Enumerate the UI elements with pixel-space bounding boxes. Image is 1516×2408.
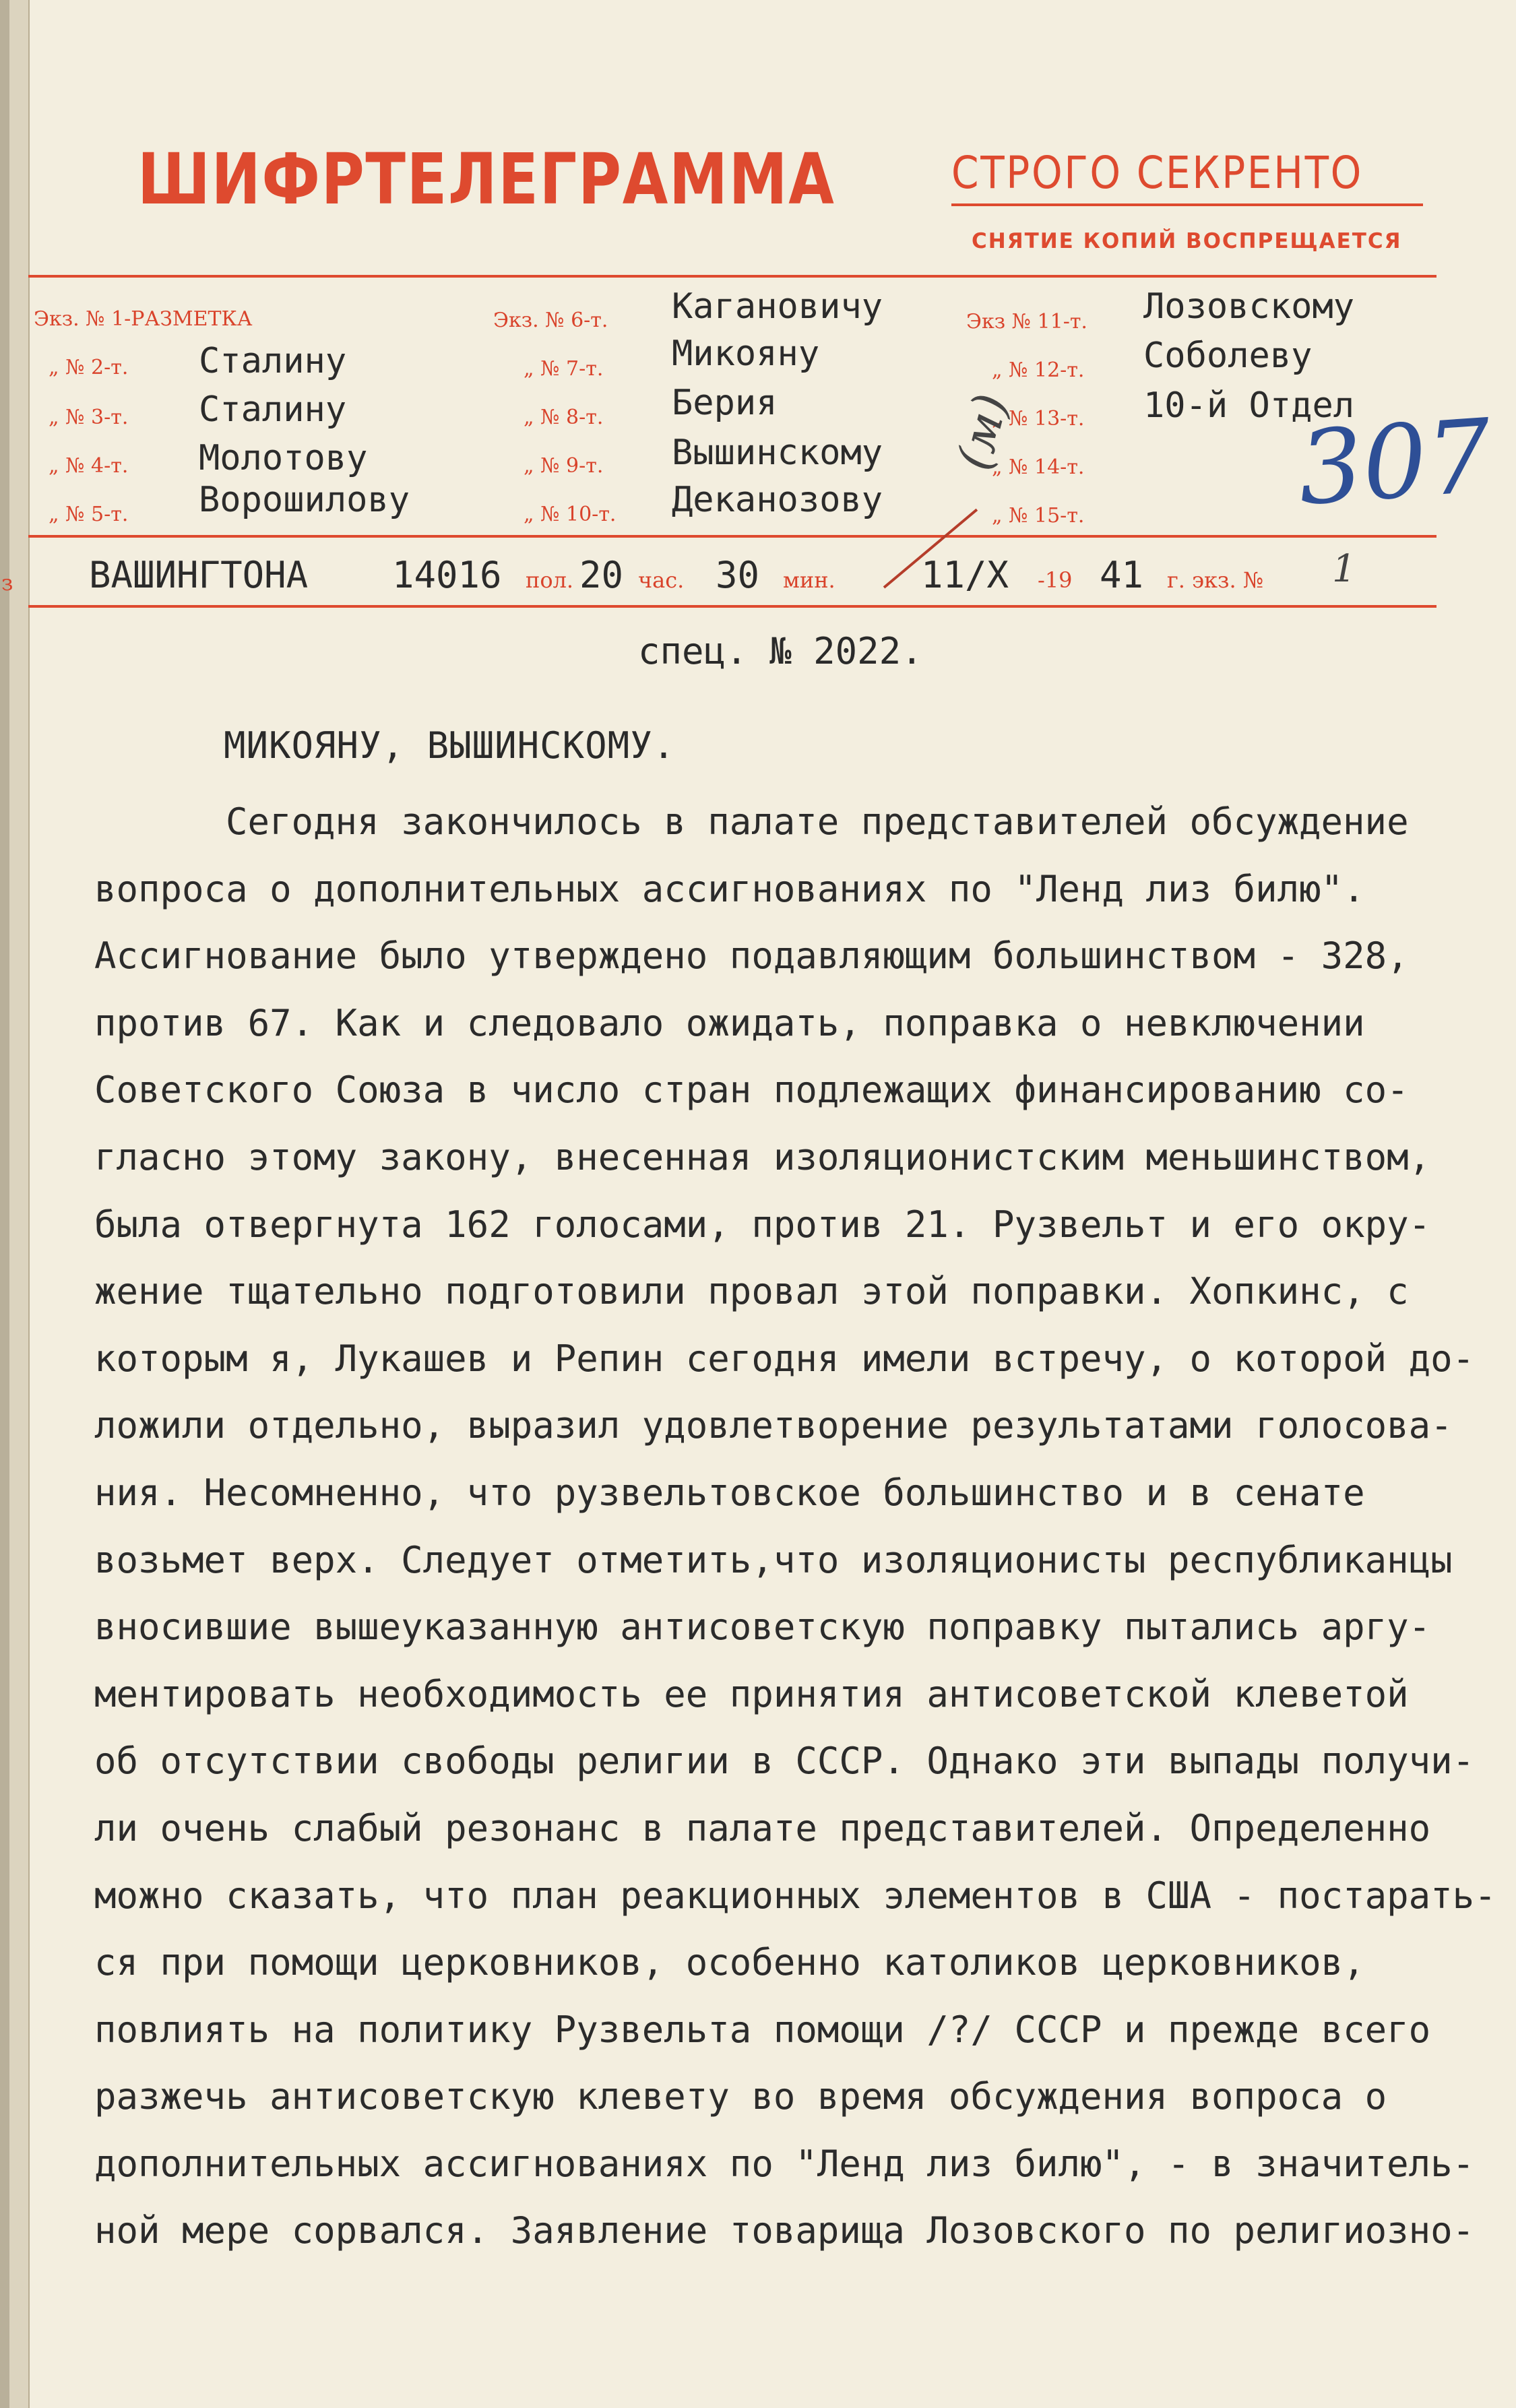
year-label: г. экз. № (1167, 567, 1264, 593)
salutation: МИКОЯНУ, ВЫШИНСКОМУ. (224, 724, 676, 767)
body-line: против 67. Как и следовало ожидать, поправка о невключении (94, 1001, 1365, 1044)
recipient-name: Сталину (199, 389, 347, 430)
received-label: пол. (526, 567, 574, 593)
body-line: жение тщательно подготовили провал этой поправки. Хопкинс, с (94, 1270, 1409, 1313)
copy-prohibited-notice: СНЯТИЕ КОПИЙ ВОСПРЕЩАЕТСЯ (972, 229, 1402, 253)
received-minutes: 30 (716, 554, 760, 596)
spec-number: спец. № 2022. (638, 630, 923, 672)
body-line: об отсутствии свободы религии в СССР. Однако эти выпады получи- (94, 1740, 1475, 1783)
body-line: Сегодня закончилось в палате представителей обсуждение (226, 800, 1409, 843)
header-rule-bottom (28, 605, 1436, 608)
handwritten-number: 307 (1294, 398, 1496, 528)
body-line: разжечь антисоветскую клевету во время обсуждения вопроса о (94, 2075, 1387, 2118)
copy-label: „ № 14-т. (992, 455, 1085, 479)
body-line: ложили отдельно, выразил удовлетворение результатами голосова- (94, 1404, 1453, 1447)
header-rule-top (28, 275, 1436, 278)
minutes-label: мин. (783, 567, 835, 593)
binding-strip (0, 0, 30, 2408)
telegram-number: 14016 (392, 554, 502, 596)
body-line: вносившие вышеуказанную антисоветскую поправку пытались аргу- (94, 1606, 1431, 1649)
copy-label: „ № 9-т. (524, 454, 604, 478)
copy-label: Экз. № 6-т. (493, 309, 608, 332)
body-line: дополнительных ассигнованиях по "Ленд лиз билю", - в значитель- (94, 2142, 1475, 2185)
body-line: ли очень слабый резонанс в палате представителей. Определенно (94, 1806, 1431, 1849)
body-line: Советского Союза в число стран подлежащих финансированию со- (94, 1069, 1409, 1112)
hour-label: час. (638, 567, 685, 593)
copy-label: „ № 2-т. (49, 356, 129, 379)
recipient-name: Соболеву (1143, 336, 1313, 376)
header-rule-middle (28, 535, 1436, 538)
telegram-page (1, 0, 1516, 2408)
origin-city: ВАШИНГТОНА (89, 554, 309, 596)
body-line: ся при помощи церковников, особенно католиков церковников, (94, 1941, 1365, 1984)
recipient-name: 10-й Отдел (1143, 385, 1355, 426)
body-line: которым я, Лукашев и Репин сегодня имели встречу, о которой до- (94, 1337, 1475, 1380)
copy-label: „ № 13-т. (992, 407, 1085, 431)
body-line: повлиять на политику Рузвельта помощи /?/ СССР и прежде всего (94, 2008, 1431, 2051)
body-line: ния. Несомненно, что рузвельтовское большинство и в сенате (94, 1471, 1365, 1514)
recipient-name: Берия (672, 383, 778, 423)
binding-shadow (0, 0, 9, 2408)
body-line: возьмет верх. Следует отметить,что изоляционисты республиканцы (94, 1538, 1453, 1581)
copy-label: „ № 3-т. (49, 406, 129, 429)
body-line: была отвергнута 162 голосами, против 21. Рузвельт и его окру- (94, 1203, 1431, 1246)
body-line: ной мере сорвался. Заявление товарища Лозовского по религиозно- (94, 2209, 1475, 2252)
document-title: ШИФРТЕЛЕГРАММА (137, 138, 835, 220)
body-line: вопроса о дополнительных ассигнованиях по "Ленд лиз билю". (94, 867, 1365, 910)
year-prefix: -19 (1038, 567, 1073, 593)
recipient-name: Лозовскому (1143, 286, 1355, 327)
copy-number-handwritten: 1 (1332, 547, 1356, 591)
recipient-name: Микояну (672, 334, 820, 374)
body-line: гласно этому закону, внесенная изоляционистским меньшинством, (94, 1135, 1431, 1178)
recipient-name: Вышинскому (672, 433, 883, 473)
from-prefix: з (1, 570, 13, 596)
body-line: можно сказать, что план реакционных элементов в США - постарать- (94, 1874, 1496, 1917)
telegram-body (94, 788, 1509, 2264)
recipient-name: Молотову (199, 438, 368, 478)
handwritten-initial: (м) (946, 387, 1019, 476)
body-line: Ассигнование было утверждено подавляющим большинством - 328, (94, 934, 1409, 978)
received-hour: 20 (579, 554, 624, 596)
copy-label: „ № 12-т. (992, 358, 1085, 382)
classification-stamp: СТРОГО СЕКРЕНТО (951, 147, 1364, 199)
received-year: 41 (1100, 554, 1144, 596)
copy-label: „ № 4-т. (49, 454, 129, 478)
recipient-name: Ворошилову (199, 480, 410, 520)
recipient-name: Сталину (199, 341, 347, 381)
recipient-name: Кагановичу (672, 286, 883, 327)
recipient-name: Деканозову (672, 480, 883, 520)
copy-label: „ № 15-т. (992, 504, 1085, 528)
copy-label: Экз. № 1-РАЗМЕТКА (34, 307, 253, 331)
copy-label: „ № 5-т. (49, 503, 129, 526)
copy-label: „ № 7-т. (524, 357, 604, 381)
copy-label: „ № 8-т. (524, 406, 604, 429)
copy-label: Экз № 11-т. (966, 310, 1087, 334)
classification-underline (951, 203, 1423, 206)
body-line: ментировать необходимость ее принятия антисоветской клеветой (94, 1672, 1409, 1715)
copy-label: „ № 10-т. (524, 503, 617, 526)
received-date: 11/X (921, 554, 1009, 596)
